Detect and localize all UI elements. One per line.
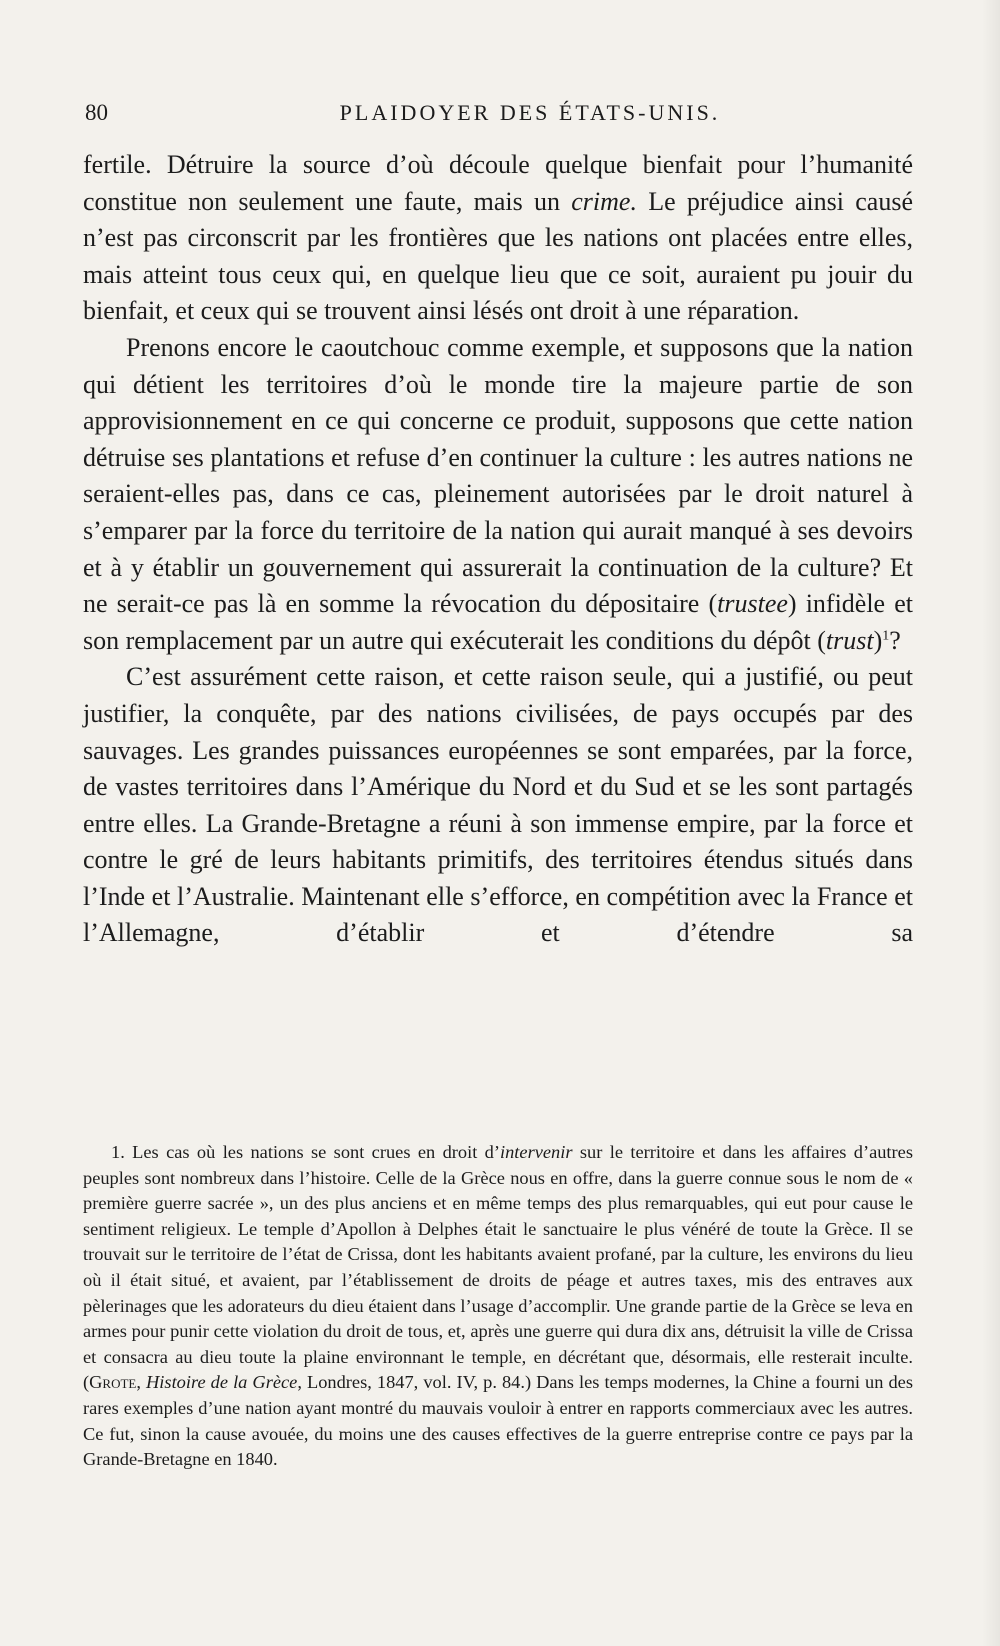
- footnote-text-d: , Londres, 1847, vol. IV, p. 84.) Dans les temps modernes, la Chine a fourni un des rares exemples d’une nation ayant montré du mauvais vouloir à entrer en rapports commerciaux avec les autres. Ce fut, sinon la cause avouée, du moins une des causes effectives de la guerre entreprise contre ce pays par la Grande-Bretagne en 1840.: [83, 1372, 914, 1470]
- running-title: PLAIDOYER DES ÉTATS-UNIS.: [339, 100, 721, 125]
- paragraph-1-emphasis: crime.: [571, 186, 637, 216]
- page-number: 80: [85, 100, 108, 125]
- paragraph-1-text-a: fertile. Détruire la source d’où découle quelque bienfait pour l’humanité constitue non seulement une faute, mais un: [83, 150, 913, 216]
- footnote-text-a: Les cas où les nations se sont crues en droit d’: [124, 1142, 500, 1162]
- footnote-book-title: Histoire de la Grèce: [146, 1372, 298, 1393]
- footnote-number: 1.: [111, 1142, 125, 1162]
- paragraph-2-emphasis-trustee: trustee: [717, 589, 788, 619]
- paragraph-2-text-d: ?: [889, 625, 901, 655]
- paragraph-3: [83, 659, 913, 952]
- paragraph-3-text: C’est assurément cette raison, et cette raison seule, qui a justifié, ou peut justifier, la conquête, par des nations civilisées, de pays occupés par des sauvages. Les grandes puissances européennes se sont emparées, par la force, de vastes territoires dans l’Amérique du Nord et du Sud et se les sont partagés entre elles. La Grande-Bretagne a réuni à son immense empire, par la force et contre le gré de leurs habitants primitifs, des territoires étendus situés dans l’Inde et l’Australie. Maintenant elle s’efforce, en compétition avec la France et l’Allemagne, d’établir et d’étendre sa: [83, 662, 913, 948]
- footnote-text-b: sur le territoire et dans les affaires d’autres peuples sont nombreux dans l’histoire. Celle de la Grèce nous en offre, dans la guerre connue sous le nom de « première guerre sacrée », un des plus anciens et en même temps des plus remarquables, qui eut pour cause le sentiment religieux. Le temple d’Apollon à Delphes était le sanctuaire le plus vénéré de toute la Grèce. Il se trouvait sur le territoire de l’état de Crissa, dont les habitants avaient profané, par la culture, les environs du lieu où il était situé, et avaient, par l’établissement de droits de péage et autres taxes, mis des entraves aux pèlerinages que les adorateurs du dieu étaient dans l’usage d’accomplir. Une grande partie de la Grèce se leva en armes pour punir cette violation du droit de tous, et, après une guerre qui dura dix ans, détruisit la ville de Crissa et consacra au dieu toute la plaine environnant le temple, en décrétant que, désormais, elle resterait inculte. (: [83, 1142, 913, 1393]
- paragraph-1-text-b: Le préjudice ainsi causé n’est pas circonscrit par les frontières que les nations ont placées entre elles, mais atteint tous ceux qui, en quelque lieu que ce soit, auraient pu jouir du bienfait, et ceux qui se trouvent ainsi lésés ont droit à une réparation.: [83, 186, 914, 326]
- paragraph-2-emphasis-trust: trust: [825, 625, 874, 655]
- body-text: [83, 147, 913, 952]
- paragraph-2: [83, 330, 913, 659]
- page-header: [85, 100, 915, 136]
- footnote-author: Grote: [89, 1372, 137, 1393]
- footnote-1: [83, 1140, 913, 1473]
- paragraph-2-text-b: ) infidèle et son remplacement par un autre qui exécuterait les conditions du dépôt (: [83, 589, 913, 655]
- footnote-reference[interactable]: 1: [882, 628, 890, 644]
- paragraph-2-text-c: ): [873, 625, 883, 655]
- footnote-text-c: ,: [136, 1372, 147, 1393]
- paragraph-1: [83, 147, 913, 330]
- page-edge-shadow: [982, 0, 1000, 1646]
- footnote-emphasis-intervenir: intervenir: [500, 1142, 573, 1162]
- footnotes: [83, 1140, 913, 1473]
- paragraph-2-text-a: Prenons encore le caoutchouc comme exemple, et supposons que la nation qui détient les territoires d’où le monde tire la majeure partie de son approvisionnement en ce qui concerne ce produit, supposons que cette nation détruise ses plantations et refuse d’en continuer la culture : les autres nations ne seraient-elles pas, dans ce cas, pleinement autorisées par le droit naturel à s’emparer par la force du territoire de la nation qui aurait manqué à ses devoirs et à y établir un gouvernement qui assurerait la continuation de la culture? Et ne serait-ce pas là en somme la révocation du dépositaire (: [83, 332, 913, 619]
